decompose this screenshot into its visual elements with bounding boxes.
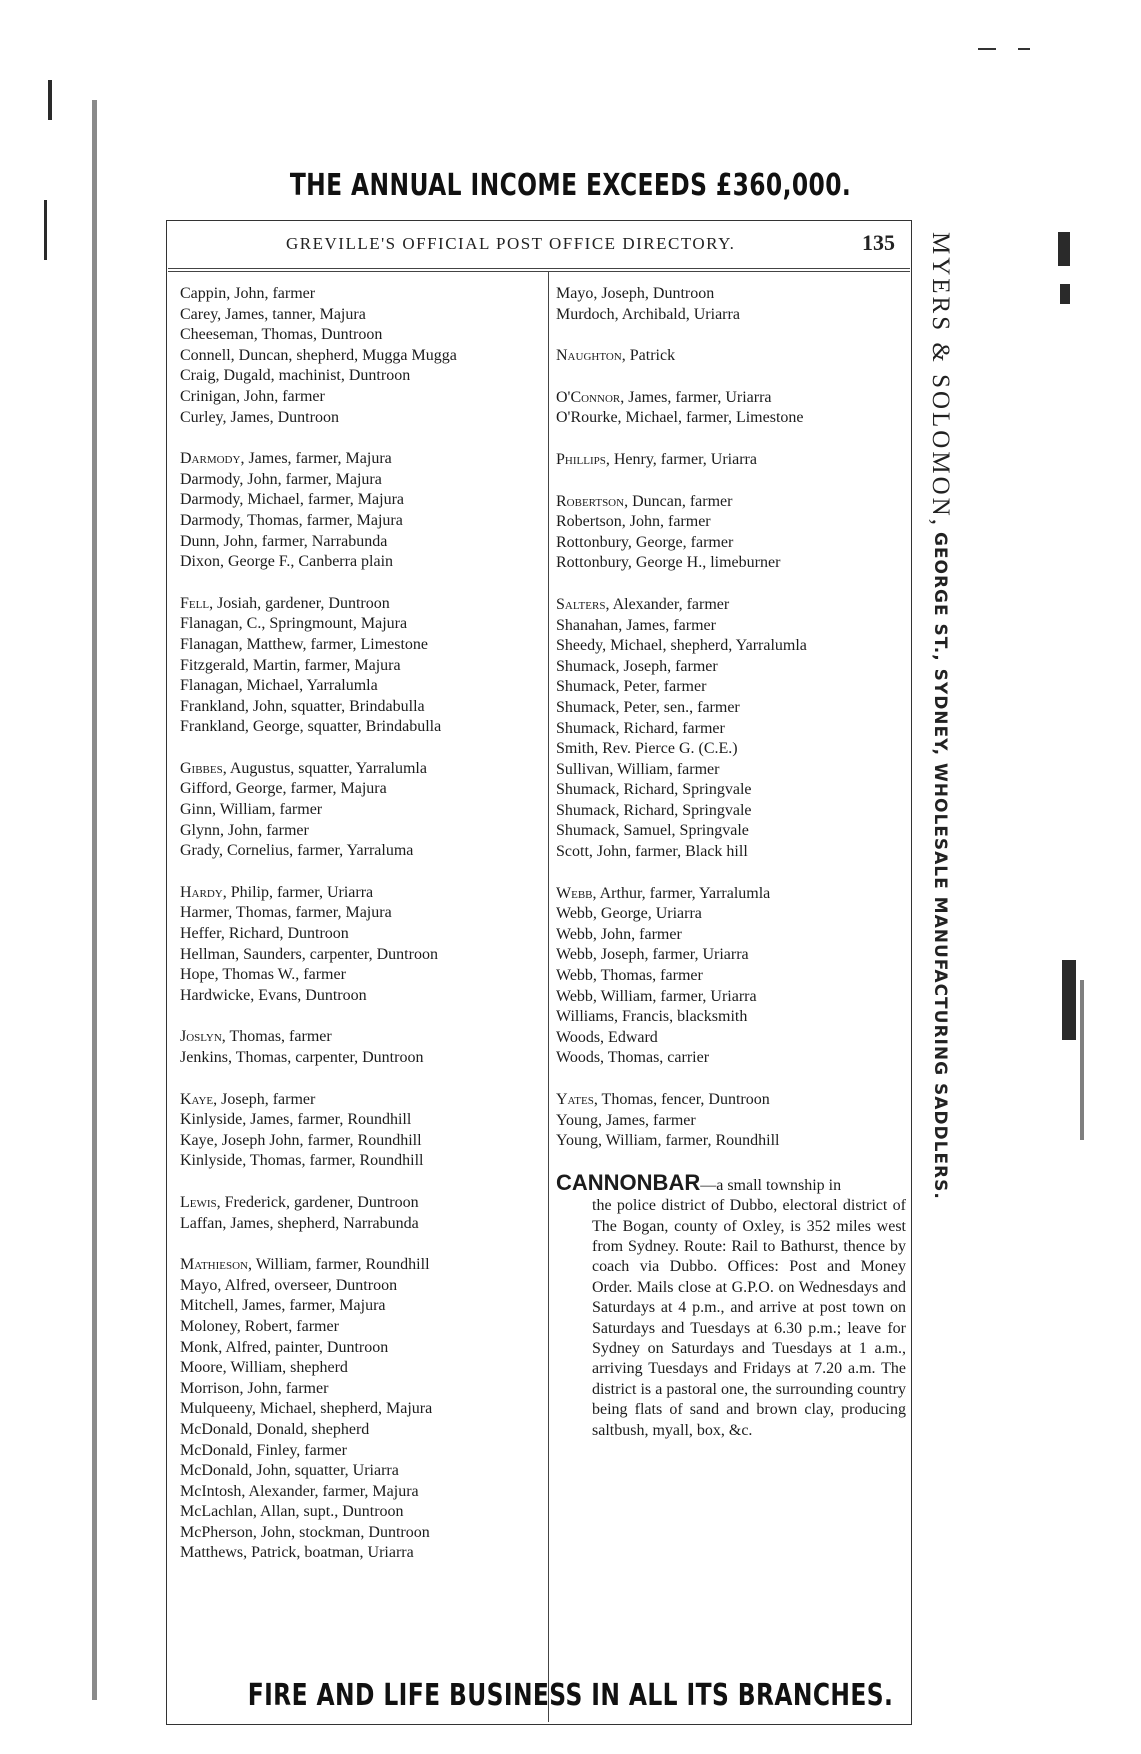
entry-group bbox=[556, 595, 906, 863]
entry-group bbox=[556, 346, 906, 367]
entry-text: Jenkins, Thomas, carpenter, Duntroon bbox=[180, 1049, 424, 1066]
entry-text: Mitchell, James, farmer, Majura bbox=[180, 1297, 386, 1315]
entry-text: Flanagan, C., Springmount, Majura bbox=[180, 615, 408, 633]
directory-entry bbox=[180, 1482, 540, 1503]
directory-entry bbox=[180, 284, 540, 305]
directory-entry bbox=[556, 884, 906, 905]
directory-entry bbox=[180, 1090, 540, 1111]
directory-entry bbox=[556, 346, 906, 367]
directory-entry bbox=[556, 842, 906, 863]
directory-entry bbox=[556, 553, 906, 574]
entry-surname: Yates bbox=[556, 1091, 594, 1108]
entry-text: McDonald, John, squatter, Uriarra bbox=[180, 1462, 399, 1480]
entry-text: Flanagan, Michael, Yarralumla bbox=[180, 677, 378, 695]
entry-text: Mayo, Joseph, Duntroon bbox=[556, 285, 715, 302]
entry-text: McDonald, Finley, farmer bbox=[180, 1441, 347, 1459]
directory-entry bbox=[556, 595, 906, 616]
entry-text: Laffan, James, shepherd, Narrabunda bbox=[180, 1214, 419, 1232]
directory-entry bbox=[180, 1317, 540, 1338]
directory-entry bbox=[556, 1007, 906, 1028]
entry-text: Shumack, Peter, sen., farmer bbox=[556, 698, 740, 716]
entry-surname: Hardy bbox=[180, 883, 223, 901]
side-ad-name: MYERS & SOLOMON, bbox=[927, 232, 954, 528]
entry-group bbox=[180, 284, 540, 428]
entry-text: Young, William, farmer, Roundhill bbox=[556, 1132, 780, 1150]
directory-entry bbox=[180, 800, 540, 821]
right-column bbox=[556, 284, 906, 1441]
entry-group bbox=[180, 1027, 540, 1068]
entry-text: Hope, Thomas W., farmer bbox=[180, 966, 346, 984]
entry-text: , Frederick, gardener, Duntroon bbox=[216, 1193, 419, 1211]
cannonbar-entry bbox=[556, 1169, 906, 1441]
entry-surname: Salters bbox=[556, 595, 606, 613]
entry-text: Shumack, Richard, Springvale bbox=[556, 801, 752, 819]
directory-entry bbox=[556, 450, 906, 471]
column-divider bbox=[548, 272, 549, 1722]
entry-text: Heffer, Richard, Duntroon bbox=[180, 925, 349, 943]
directory-entry bbox=[180, 697, 540, 718]
left-column bbox=[180, 284, 540, 1585]
entry-text: Shumack, Richard, Springvale bbox=[556, 781, 752, 799]
entry-text: Frankland, George, squatter, Brindabulla bbox=[180, 718, 442, 736]
directory-entry bbox=[180, 903, 540, 924]
directory-entry bbox=[556, 408, 906, 429]
directory-title: GREVILLE'S OFFICIAL POST OFFICE DIRECTORY. bbox=[286, 234, 736, 253]
directory-entry bbox=[180, 490, 540, 511]
entry-text: , James, farmer, Uriarra bbox=[620, 388, 772, 406]
directory-entry bbox=[556, 657, 906, 678]
scan-edge-right bbox=[1058, 232, 1070, 266]
directory-entry bbox=[556, 388, 906, 409]
entry-text: Kinlyside, James, farmer, Roundhill bbox=[180, 1111, 412, 1129]
entry-text: Webb, William, farmer, Uriarra bbox=[556, 987, 757, 1005]
entry-text: Rottonbury, George, farmer bbox=[556, 533, 734, 551]
directory-entry bbox=[556, 904, 906, 925]
entry-text: Robertson, John, farmer bbox=[556, 513, 711, 531]
entry-group bbox=[180, 1193, 540, 1234]
entry-text: McIntosh, Alexander, farmer, Majura bbox=[180, 1482, 419, 1500]
entry-text: Woods, Edward bbox=[556, 1028, 658, 1046]
entry-text: Murdoch, Archibald, Uriarra bbox=[556, 305, 740, 323]
entry-text: , William, farmer, Roundhill bbox=[248, 1256, 430, 1274]
entry-text: Flanagan, Matthew, farmer, Limestone bbox=[180, 635, 429, 653]
entry-surname: Phillips bbox=[556, 450, 606, 468]
corner-mark bbox=[978, 48, 996, 50]
entry-text: Moloney, Robert, farmer bbox=[180, 1317, 339, 1335]
directory-entry bbox=[556, 987, 906, 1008]
directory-entry bbox=[180, 1048, 540, 1069]
entry-text: , Augustus, squatter, Yarralumla bbox=[222, 759, 427, 777]
directory-entry bbox=[180, 305, 540, 326]
directory-entry bbox=[556, 821, 906, 842]
directory-entry bbox=[180, 676, 540, 697]
directory-entry bbox=[180, 1461, 540, 1482]
directory-entry bbox=[180, 614, 540, 635]
directory-entry bbox=[180, 1027, 540, 1048]
directory-entry bbox=[180, 1338, 540, 1359]
top-banner: THE ANNUAL INCOME EXCEEDS £360,000. bbox=[289, 168, 852, 203]
directory-entry bbox=[556, 925, 906, 946]
entry-text: Cheeseman, Thomas, Duntroon bbox=[180, 326, 383, 344]
directory-entry bbox=[556, 616, 906, 637]
directory-entry bbox=[180, 883, 540, 904]
entry-text: McDonald, Donald, shepherd bbox=[180, 1420, 370, 1438]
directory-entry bbox=[556, 512, 906, 533]
header-rule bbox=[168, 268, 910, 269]
entry-text: Curley, James, Duntroon bbox=[180, 408, 339, 426]
corner-mark bbox=[1018, 48, 1030, 50]
directory-entry bbox=[180, 779, 540, 800]
entry-text: Rottonbury, George H., limeburner bbox=[556, 554, 781, 572]
directory-entry bbox=[556, 760, 906, 781]
right-column-entries bbox=[556, 284, 906, 1152]
directory-entry bbox=[556, 677, 906, 698]
entry-text: Smith, Rev. Pierce G. (C.E.) bbox=[556, 740, 738, 758]
entry-text: Kinlyside, Thomas, farmer, Roundhill bbox=[180, 1152, 424, 1170]
entry-text: Moore, William, shepherd bbox=[180, 1359, 348, 1377]
directory-entry bbox=[180, 1131, 540, 1152]
directory-entry bbox=[556, 966, 906, 987]
directory-entry bbox=[180, 656, 540, 677]
entry-group bbox=[556, 450, 906, 471]
entry-text: Darmody, John, farmer, Majura bbox=[180, 470, 382, 488]
entry-text: , Josiah, gardener, Duntroon bbox=[209, 594, 390, 612]
entry-group bbox=[180, 1090, 540, 1172]
entry-text: Hellman, Saunders, carpenter, Duntroon bbox=[180, 945, 438, 963]
entry-text: O'Rourke, Michael, farmer, Limestone bbox=[556, 409, 804, 427]
entry-surname: Kaye bbox=[180, 1090, 214, 1108]
bottom-banner: FIRE AND LIFE BUSINESS IN ALL ITS BRANCHES. bbox=[247, 1678, 894, 1713]
directory-entry bbox=[180, 532, 540, 553]
entry-text: Mayo, Alfred, overseer, Duntroon bbox=[180, 1276, 398, 1294]
entry-text: Webb, George, Uriarra bbox=[556, 905, 702, 923]
directory-entry bbox=[180, 1420, 540, 1441]
directory-entry bbox=[180, 1358, 540, 1379]
entry-surname: Naughton bbox=[556, 347, 622, 365]
directory-entry bbox=[556, 1028, 906, 1049]
directory-entry bbox=[556, 1111, 906, 1132]
directory-entry bbox=[180, 449, 540, 470]
entry-surname: O'Connor bbox=[556, 388, 621, 406]
entry-text: Glynn, John, farmer bbox=[180, 821, 309, 839]
entry-text: Webb, Joseph, farmer, Uriarra bbox=[556, 946, 749, 964]
entry-text: Carey, James, tanner, Majura bbox=[180, 305, 366, 323]
entry-surname: Gibbes bbox=[180, 759, 223, 777]
directory-entry bbox=[556, 801, 906, 822]
entry-text: Mulqueeny, Michael, shepherd, Majura bbox=[180, 1400, 433, 1418]
entry-surname: Robertson bbox=[556, 492, 625, 510]
directory-entry bbox=[180, 366, 540, 387]
entry-text: Harmer, Thomas, farmer, Majura bbox=[180, 904, 392, 922]
directory-entry bbox=[556, 492, 906, 513]
directory-entry bbox=[180, 945, 540, 966]
entry-text: Morrison, John, farmer bbox=[180, 1379, 329, 1397]
entry-text: Ginn, William, farmer bbox=[180, 801, 323, 819]
entry-text: Sheedy, Michael, shepherd, Yarralumla bbox=[556, 637, 807, 655]
directory-entry bbox=[556, 533, 906, 554]
entry-text: , Thomas, fencer, Duntroon bbox=[593, 1091, 770, 1108]
entry-text: Shumack, Joseph, farmer bbox=[556, 657, 718, 675]
entry-text: Grady, Cornelius, farmer, Yarraluma bbox=[180, 842, 414, 860]
entry-group bbox=[180, 1255, 540, 1564]
directory-entry bbox=[556, 780, 906, 801]
entry-text: Darmody, Michael, farmer, Majura bbox=[180, 491, 405, 509]
cannonbar-lead: —a small township in bbox=[700, 1176, 842, 1194]
entry-group bbox=[556, 1090, 906, 1152]
directory-entry bbox=[180, 1296, 540, 1317]
entry-text: McPherson, John, stockman, Duntroon bbox=[180, 1523, 430, 1541]
entry-surname: Lewis bbox=[180, 1193, 217, 1211]
directory-entry bbox=[556, 719, 906, 740]
directory-entry bbox=[556, 284, 906, 305]
directory-entry bbox=[180, 1110, 540, 1131]
entry-text: McLachlan, Allan, supt., Duntroon bbox=[180, 1503, 404, 1521]
directory-entry bbox=[556, 1090, 906, 1111]
side-advertisement bbox=[927, 232, 954, 1608]
entry-text: Cappin, John, farmer bbox=[180, 285, 316, 302]
entry-text: , Alexander, farmer bbox=[605, 595, 730, 613]
directory-entry bbox=[180, 1193, 540, 1214]
entry-surname: Mathieson bbox=[180, 1256, 249, 1274]
entry-text: Shumack, Samuel, Springvale bbox=[556, 822, 749, 840]
entry-text: Frankland, John, squatter, Brindabulla bbox=[180, 697, 425, 715]
directory-entry bbox=[180, 986, 540, 1007]
entry-text: Dunn, John, farmer, Narrabunda bbox=[180, 532, 388, 550]
entry-text: , Philip, farmer, Uriarra bbox=[222, 883, 374, 901]
entry-text: Williams, Francis, blacksmith bbox=[556, 1008, 748, 1026]
directory-entry bbox=[180, 1502, 540, 1523]
directory-entry bbox=[180, 1255, 540, 1276]
page-number: 135 bbox=[862, 230, 895, 255]
directory-entry bbox=[180, 1276, 540, 1297]
entry-text: , Thomas, farmer bbox=[221, 1028, 332, 1046]
directory-entry bbox=[180, 470, 540, 491]
entry-text: Shumack, Peter, farmer bbox=[556, 678, 707, 696]
entry-text: Dixon, George F., Canberra plain bbox=[180, 553, 394, 571]
entry-text: Matthews, Patrick, boatman, Uriarra bbox=[180, 1544, 414, 1562]
directory-entry bbox=[556, 1131, 906, 1152]
directory-entry bbox=[556, 945, 906, 966]
directory-entry bbox=[180, 759, 540, 780]
directory-entry bbox=[180, 1543, 540, 1564]
directory-entry bbox=[180, 1441, 540, 1462]
entry-group bbox=[556, 884, 906, 1069]
entry-text: Young, James, farmer bbox=[556, 1111, 696, 1129]
entry-text: Shanahan, James, farmer bbox=[556, 616, 716, 634]
directory-entry bbox=[180, 1151, 540, 1172]
directory-entry bbox=[180, 511, 540, 532]
entry-surname: Joslyn bbox=[180, 1028, 222, 1046]
directory-entry bbox=[556, 739, 906, 760]
entry-group bbox=[180, 883, 540, 1007]
entry-text: Monk, Alfred, painter, Duntroon bbox=[180, 1338, 389, 1356]
directory-entry bbox=[180, 635, 540, 656]
entry-text: Woods, Thomas, carrier bbox=[556, 1049, 710, 1067]
scan-edge-left bbox=[44, 200, 47, 260]
entry-text: Connell, Duncan, shepherd, Mugga Mugga bbox=[180, 346, 457, 364]
entry-group bbox=[180, 449, 540, 573]
entry-text: Gifford, George, farmer, Majura bbox=[180, 780, 387, 798]
entry-text: Webb, John, farmer bbox=[556, 925, 682, 943]
scan-edge-right bbox=[1080, 980, 1084, 1140]
entry-text: Scott, John, farmer, Black hill bbox=[556, 843, 748, 861]
entry-text: , Arthur, farmer, Yarralumla bbox=[592, 884, 771, 902]
entry-text: , Henry, farmer, Uriarra bbox=[605, 450, 757, 468]
cannonbar-heading: CANNONBAR bbox=[556, 1169, 701, 1195]
directory-entry bbox=[180, 346, 540, 367]
entry-group bbox=[180, 759, 540, 862]
entry-surname: Webb bbox=[556, 884, 593, 902]
directory-entry bbox=[180, 821, 540, 842]
directory-entry bbox=[556, 305, 906, 326]
side-ad-address: GEORGE ST., SYDNEY, WHOLESALE MANUFACTURING SADDLERS. bbox=[930, 531, 950, 1200]
scan-edge-left bbox=[48, 80, 52, 120]
entry-surname: Darmody bbox=[180, 450, 241, 468]
entry-text: Hardwicke, Evans, Duntroon bbox=[180, 986, 367, 1004]
directory-entry bbox=[180, 965, 540, 986]
directory-entry bbox=[180, 1214, 540, 1235]
entry-text: Darmody, Thomas, farmer, Majura bbox=[180, 511, 403, 529]
entry-group bbox=[556, 492, 906, 574]
scan-edge-left bbox=[92, 100, 97, 1700]
directory-entry bbox=[556, 636, 906, 657]
entry-text: , Joseph, farmer bbox=[213, 1090, 316, 1108]
directory-entry bbox=[180, 552, 540, 573]
entry-group bbox=[180, 594, 540, 738]
entry-text: Shumack, Richard, farmer bbox=[556, 719, 725, 737]
directory-entry bbox=[180, 841, 540, 862]
scan-edge-right bbox=[1062, 960, 1076, 1040]
directory-entry bbox=[180, 717, 540, 738]
cannonbar-body: the police district of Dubbo, electoral district of The Bogan, county of Oxley, is 352 miles west from Sydney. Route: Rail to Bathurst, thence by coach via Dubbo. Offices: Post and Money Order. Mails close at G.P.O. on Wednesdays and Saturdays at 4 p.m., and arrive at post town on Saturdays and Tuesdays at 6.30 p.m.; leave for Sydney on Saturdays and Tuesdays at 1 a.m., arriving Tuesdays and Fridays at 7.20 a.m. The district is a pastoral one, the surrounding country being flats of sand and brown clay, producing saltbush, myall, box, &c. bbox=[592, 1197, 906, 1439]
entry-text: Fitzgerald, Martin, farmer, Majura bbox=[180, 656, 401, 674]
directory-entry bbox=[180, 1399, 540, 1420]
directory-entry bbox=[180, 387, 540, 408]
directory-entry bbox=[556, 698, 906, 719]
entry-text: Craig, Dugald, machinist, Duntroon bbox=[180, 367, 411, 385]
entry-text: Sullivan, William, farmer bbox=[556, 760, 720, 778]
header-rule bbox=[168, 271, 910, 272]
entry-group bbox=[556, 284, 906, 325]
entry-text: Webb, Thomas, farmer bbox=[556, 967, 703, 985]
entry-text: , Duncan, farmer bbox=[624, 492, 733, 510]
directory-entry bbox=[180, 594, 540, 615]
entry-surname: Fell bbox=[180, 594, 210, 612]
entry-text: Kaye, Joseph John, farmer, Roundhill bbox=[180, 1131, 422, 1149]
directory-entry bbox=[180, 1379, 540, 1400]
entry-text: , Patrick bbox=[621, 347, 676, 365]
directory-entry bbox=[180, 1523, 540, 1544]
directory-entry bbox=[556, 1048, 906, 1069]
entry-text: , James, farmer, Majura bbox=[240, 450, 392, 468]
scan-edge-right bbox=[1060, 284, 1070, 304]
directory-entry bbox=[180, 924, 540, 945]
directory-entry bbox=[180, 408, 540, 429]
directory-entry bbox=[180, 325, 540, 346]
entry-text: Crinigan, John, farmer bbox=[180, 387, 325, 405]
entry-group bbox=[556, 388, 906, 429]
